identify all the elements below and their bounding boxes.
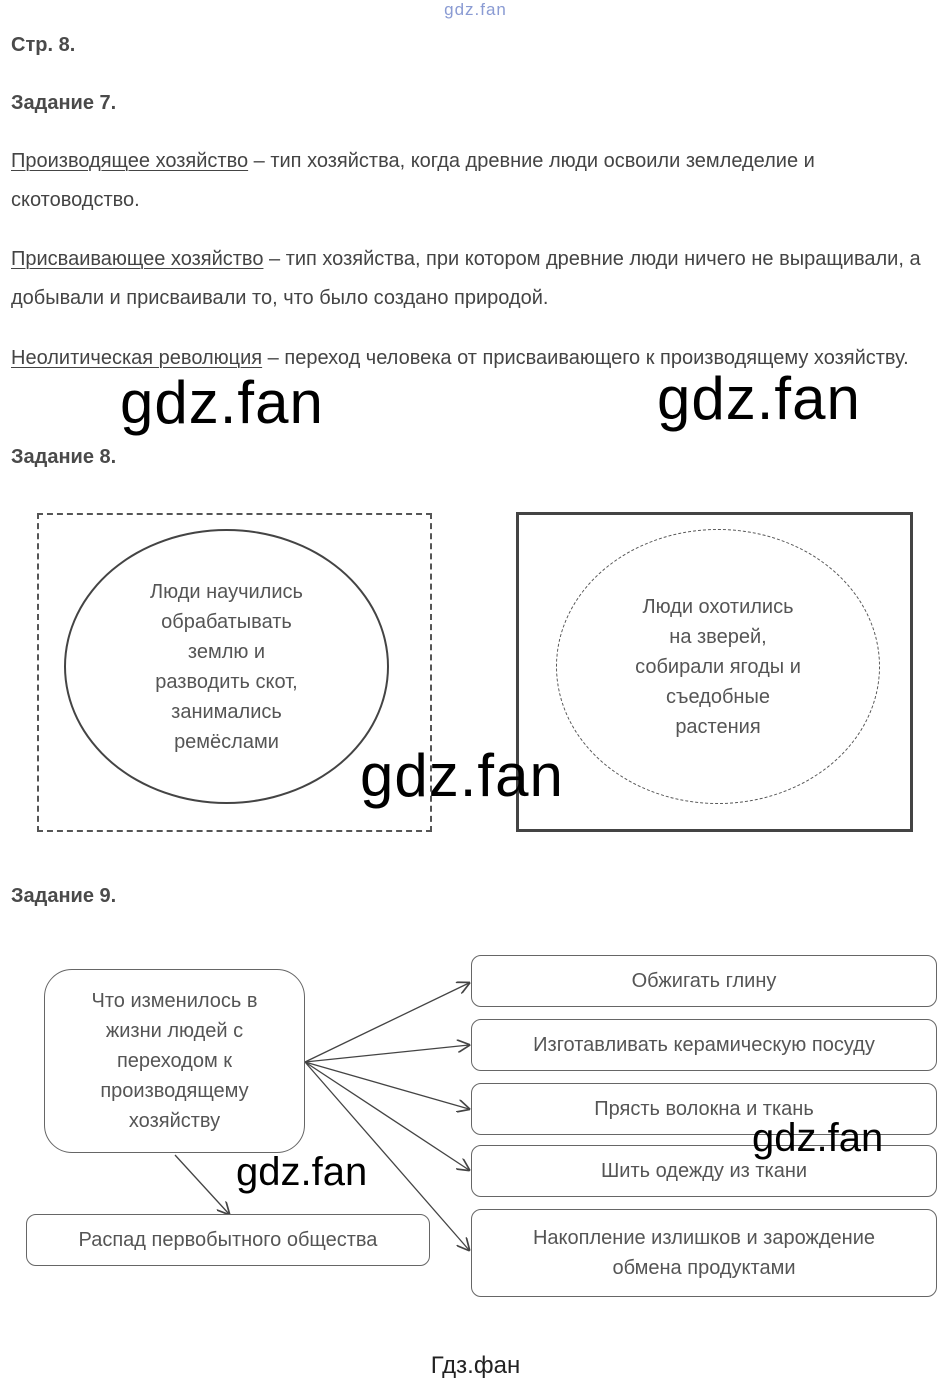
producing-economy-text: Люди научились обрабатывать землю и разводить скот, занимались ремёслами bbox=[150, 580, 303, 753]
definition-text: – тип хозяйства, когда древние люди освоили земледелие и скотоводство. bbox=[11, 150, 815, 211]
society-decay-box: Распад первобытного общества bbox=[26, 1214, 430, 1266]
definition-text: – тип хозяйства, при котором древние люди ничего не выращивали, а добывали и присваивали то, что было создано природой. bbox=[11, 248, 921, 309]
watermark: gdz.fan bbox=[657, 365, 861, 432]
task9-heading: Задание 9. bbox=[11, 885, 117, 907]
change-item-1: Обжигать глину bbox=[471, 955, 937, 1007]
footer-watermark: Гдз.фан bbox=[430, 1352, 521, 1379]
arrow-to-item-2 bbox=[305, 1045, 469, 1062]
change-item-2: Изготавливать керамическую посуду bbox=[471, 1019, 937, 1071]
watermark: gdz.fan bbox=[236, 1150, 368, 1194]
definition-text: – переход человека от присваивающего к производящему хозяйству. bbox=[262, 347, 909, 369]
arrow-to-left-result bbox=[175, 1155, 229, 1214]
question-box: Что изменилось в жизни людей с переходом к производящему хозяйству bbox=[44, 969, 305, 1153]
arrow-to-item-1 bbox=[305, 983, 469, 1062]
task7-heading: Задание 7. bbox=[11, 92, 117, 114]
top-watermark: gdz.fan bbox=[444, 0, 507, 19]
appropriating-economy-text: Люди охотились на зверей, собирали ягоды и съедобные растения bbox=[635, 595, 801, 738]
change-item-3: Прясть волокна и ткань bbox=[471, 1083, 937, 1135]
watermark: gdz.fan bbox=[360, 742, 564, 809]
definition-term: Производящее хозяйство bbox=[11, 150, 249, 172]
watermark: gdz.fan bbox=[752, 1116, 884, 1160]
page-label: Стр. 8. bbox=[11, 34, 76, 56]
definition-term: Неолитическая революция bbox=[11, 347, 263, 369]
task8-heading: Задание 8. bbox=[11, 446, 117, 468]
arrow-to-item-3 bbox=[305, 1062, 469, 1109]
change-item-4: Шить одежду из ткани bbox=[471, 1145, 937, 1197]
change-item-5: Накопление излишков и зарождение обмена продуктами bbox=[471, 1209, 937, 1297]
watermark: gdz.fan bbox=[120, 369, 324, 436]
definition-term: Присваивающее хозяйство bbox=[11, 248, 264, 270]
